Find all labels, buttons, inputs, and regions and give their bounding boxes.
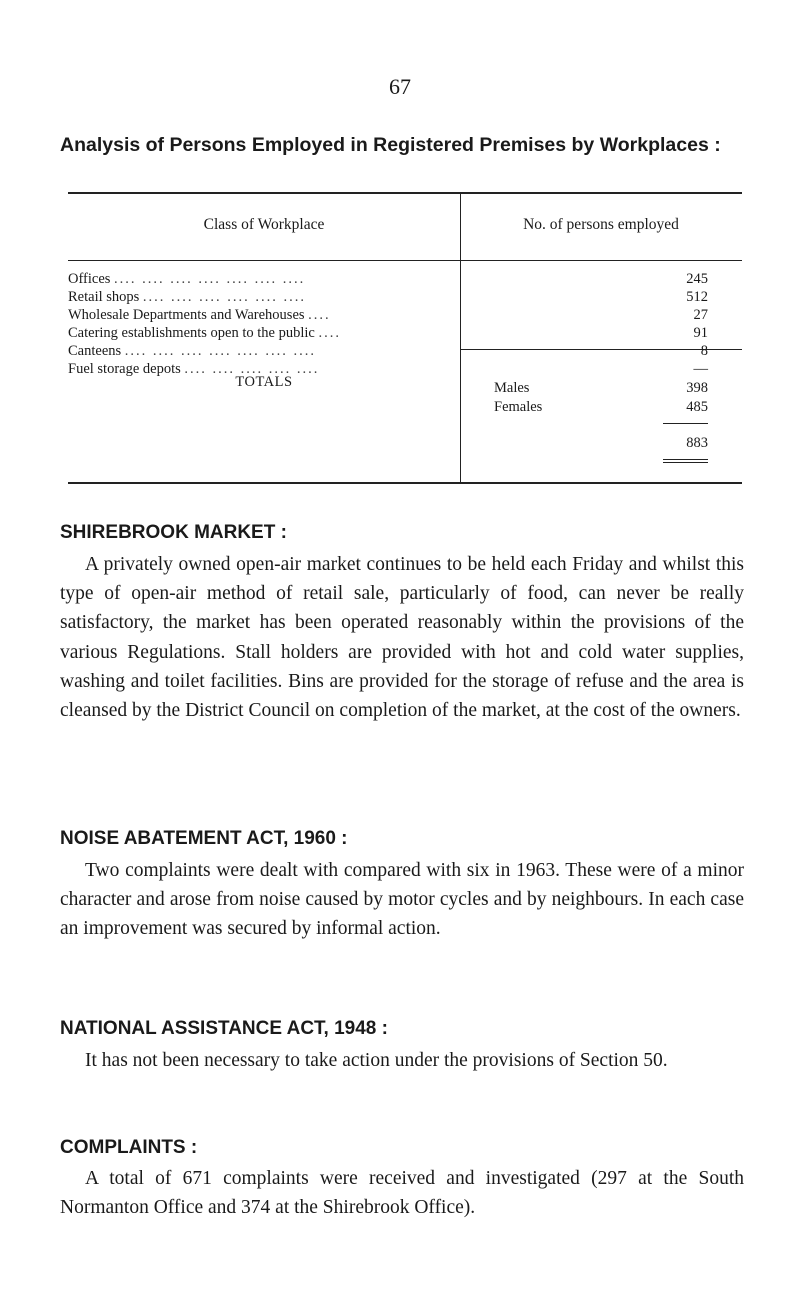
row-label: Catering establishments open to the public: [68, 325, 315, 341]
section-body-shirebrook-market: A privately owned open-air market continues to be held each Friday and whilst this type of open-air method of retail sale, particularly of food, can never be really satisfactory, the market has been operated reasonably within the provisions of the various Regulations. Stall holders are provided with hot and cold water supplies, washing and toilet facilities. Bins are provided for the storage of refuse and the area is cleansed by the District Council on completion of the market, at the cost of the owners.: [60, 554, 744, 722]
section-body-noise-abatement: Two complaints were dealt with compared with six in 1963. These were of a minor character and arose from noise caused by motor cycles and by neighbours. In each case an improvement was secured by informal action.: [60, 860, 744, 940]
page-number: 67: [389, 74, 411, 99]
row-value: 245: [686, 271, 708, 287]
leader-dots: ....: [318, 325, 341, 341]
grand-total-value: 883: [686, 435, 708, 451]
row-value: 91: [693, 325, 708, 341]
row-label: Wholesale Departments and Warehouses: [68, 307, 305, 323]
section-body-national-assistance: It has not been necessary to take action under the provisions of Section 50.: [85, 1050, 668, 1071]
leader-dots: .... .... .... .... .... .... ....: [114, 271, 306, 287]
double-rule-bottom: [663, 462, 708, 463]
row-label: Retail shops: [68, 289, 140, 305]
section-body-complaints: A total of 671 complaints were received and investigated (297 at the South Normanton Office and 374 at the Shirebrook Office).: [60, 1168, 744, 1219]
section-heading-shirebrook-market: SHIREBROOK MARKET :: [60, 522, 287, 543]
double-rule-top: [663, 459, 708, 460]
sum-rule: [663, 423, 708, 424]
section-heading-complaints: COMPLAINTS :: [60, 1137, 198, 1158]
column-header-count: No. of persons employed: [523, 216, 679, 233]
row-label: Canteens: [68, 343, 122, 359]
row-label: Offices: [68, 271, 111, 287]
totals-males-value: 398: [686, 380, 708, 396]
section-heading-noise-abatement: NOISE ABATEMENT ACT, 1960 :: [60, 828, 348, 849]
row-label: Fuel storage depots: [68, 361, 181, 377]
row-value: —: [693, 361, 708, 377]
totals-females-label: Females: [494, 399, 543, 415]
row-value: 8: [700, 343, 708, 359]
totals-label: TOTALS: [235, 374, 293, 390]
totals-females-value: 485: [686, 399, 708, 415]
leader-dots: .... .... .... .... .... .... ....: [124, 343, 317, 359]
row-value: 512: [686, 289, 708, 305]
table-title: Analysis of Persons Employed in Registered Premises by Workplaces :: [60, 134, 721, 156]
leader-dots: .... .... .... .... ....: [184, 361, 320, 377]
totals-males-label: Males: [494, 380, 530, 396]
employment-table: [68, 192, 742, 484]
column-header-class: Class of Workplace: [203, 216, 325, 233]
section-heading-national-assistance: NATIONAL ASSISTANCE ACT, 1948 :: [60, 1018, 388, 1039]
header-rule: [68, 260, 742, 261]
leader-dots: .... .... .... .... .... ....: [142, 289, 307, 305]
leader-dots: ....: [308, 307, 331, 323]
row-value: 27: [693, 307, 708, 323]
